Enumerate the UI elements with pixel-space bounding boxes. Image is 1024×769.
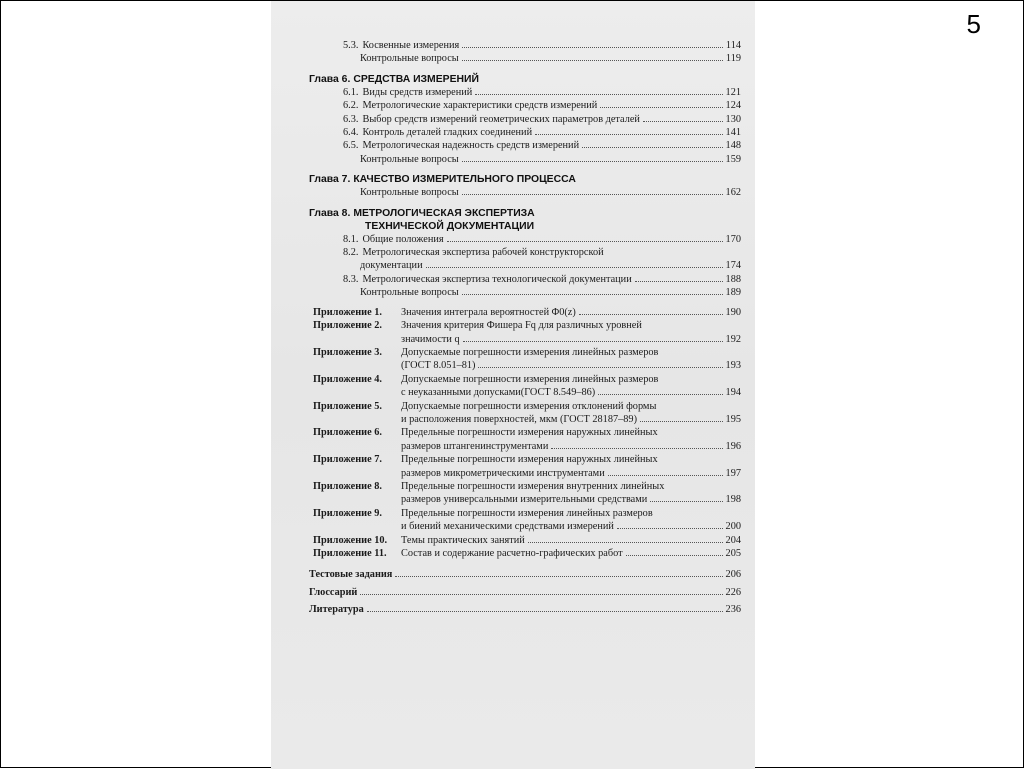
entry-page: 148 xyxy=(725,140,741,152)
appendix-title: Предельные погрешности измерения наружных линейных xyxy=(401,454,658,466)
appendix-entry xyxy=(313,507,741,534)
toc-entry xyxy=(309,186,741,199)
appendix-page: 196 xyxy=(725,440,741,452)
entry-title: Тестовые задания xyxy=(309,569,393,581)
entry-title: Контрольные вопросы xyxy=(360,187,459,199)
appendix-title: Предельные погрешности измерения наружных линейных xyxy=(401,427,658,439)
appendix-label: Приложение 8. xyxy=(313,480,382,492)
toc-entry xyxy=(309,86,741,99)
chapter-label: Глава 7. xyxy=(309,174,351,186)
dot-leader xyxy=(462,294,723,295)
dot-leader xyxy=(579,314,723,315)
appendix-title: Предельные погрешности измерения внутренних линейных xyxy=(401,480,665,492)
toc-entry xyxy=(309,126,741,139)
entry-title: Контроль деталей гладких соединений xyxy=(362,127,533,139)
entry-page: 226 xyxy=(725,586,741,598)
chapter-label: Глава 6. xyxy=(309,73,351,85)
dot-leader xyxy=(582,147,722,148)
appendix-entry xyxy=(313,480,741,507)
entry-page: 174 xyxy=(725,260,741,272)
appendix-page: 204 xyxy=(725,534,741,546)
toc-entry xyxy=(309,139,741,152)
appendix-title: Состав и содержание расчетно-графических работ xyxy=(401,548,623,559)
entry-page: 130 xyxy=(725,113,741,125)
dot-leader xyxy=(462,194,723,195)
entry-title-continued: документации xyxy=(360,260,423,272)
dot-leader xyxy=(426,267,723,268)
entry-page: 124 xyxy=(725,100,741,112)
dot-leader xyxy=(600,107,722,108)
toc-entry xyxy=(309,52,741,65)
appendix-page: 193 xyxy=(725,360,741,372)
entry-number: 6.2. xyxy=(343,100,359,112)
appendix-label: Приложение 11. xyxy=(313,548,387,559)
appendix-entry xyxy=(313,373,741,400)
toc-entry xyxy=(309,568,741,581)
dot-leader xyxy=(635,281,723,282)
dot-leader xyxy=(462,60,723,61)
dot-leader xyxy=(360,594,722,595)
toc-entry xyxy=(309,39,741,52)
chapter-label: Глава 8. xyxy=(309,207,351,219)
dot-leader xyxy=(626,555,723,556)
dot-leader xyxy=(395,576,722,577)
appendix-label: Приложение 3. xyxy=(313,346,382,358)
entry-title: Метрологическая надежность средств измерений xyxy=(362,140,580,152)
entry-title: Выбор средств измерений геометрических параметров деталей xyxy=(362,113,640,125)
appendix-title: Значения критерия Фишера Fq для различных уровней xyxy=(401,320,642,332)
appendix-entry xyxy=(313,319,741,346)
appendix-page: 197 xyxy=(725,467,741,479)
toc-entry xyxy=(309,246,741,273)
entry-number: 8.3. xyxy=(343,273,359,285)
chapter-heading xyxy=(309,173,741,186)
dot-leader xyxy=(643,121,723,122)
entry-number: 5.3. xyxy=(343,40,359,51)
entry-number: 6.5. xyxy=(343,140,359,152)
appendix-page: 190 xyxy=(725,306,741,318)
appendix-title: Допускаемые погрешности измерения линейных размеров xyxy=(401,346,659,358)
entry-title: Литература xyxy=(309,604,364,616)
entry-page: 119 xyxy=(725,53,741,65)
appendix-entry xyxy=(313,400,741,427)
appendix-page: 205 xyxy=(725,548,741,559)
appendix-entry xyxy=(313,346,741,373)
appendix-label: Приложение 2. xyxy=(313,320,382,332)
entry-title: Контрольные вопросы xyxy=(360,153,459,165)
dot-leader xyxy=(551,448,722,449)
entry-page: 188 xyxy=(725,273,741,285)
entry-number: 6.4. xyxy=(343,127,359,139)
appendix-title-continued: значимости q xyxy=(401,333,460,345)
entry-title: Косвенные измерения xyxy=(362,40,460,51)
toc-entry xyxy=(309,603,741,616)
toc-entry xyxy=(309,113,741,126)
appendix-title-continued: размеров универсальными измерительными средствами xyxy=(401,494,648,506)
chapter-title-continued: ТЕХНИЧЕСКОЙ ДОКУМЕНТАЦИИ xyxy=(365,220,535,232)
slide-number: 5 xyxy=(966,9,981,39)
appendix-title-continued: размеров штангенинструментами xyxy=(401,440,549,452)
appendix-label: Приложение 9. xyxy=(313,507,382,519)
appendix-title: Предельные погрешности измерения линейных размеров xyxy=(401,507,653,519)
entry-number: 6.1. xyxy=(343,86,359,98)
appendix-title-continued: с неуказанными допусками(ГОСТ 8.549–86) xyxy=(401,387,596,399)
appendix-entry xyxy=(313,426,741,453)
appendix-label: Приложение 4. xyxy=(313,373,382,385)
entry-title: Виды средств измерений xyxy=(362,86,473,98)
appendix-title: Допускаемые погрешности измерения линейных размеров xyxy=(401,373,659,385)
entry-title: Метрологическая экспертиза технологической документации xyxy=(362,273,632,285)
dot-leader xyxy=(462,47,723,48)
appendix-page: 200 xyxy=(725,521,741,533)
dot-leader xyxy=(608,475,723,476)
entry-page: 121 xyxy=(725,86,741,98)
appendix-title-continued: размеров микрометрическими инструментами xyxy=(401,467,605,479)
chapter-title: МЕТРОЛОГИЧЕСКАЯ ЭКСПЕРТИЗА xyxy=(353,207,535,219)
dot-leader xyxy=(535,134,722,135)
appendix-title-continued: и биений механическими средствами измерений xyxy=(401,521,614,533)
entry-title: Глоссарий xyxy=(309,586,358,598)
appendix-label: Приложение 7. xyxy=(313,454,382,466)
appendix-entry xyxy=(313,547,741,560)
table-of-contents xyxy=(309,39,741,617)
dot-leader xyxy=(475,94,722,95)
entry-title: Общие положения xyxy=(362,233,444,245)
chapter-title: КАЧЕСТВО ИЗМЕРИТЕЛЬНОГО ПРОЦЕССА xyxy=(353,174,576,186)
entry-title: Метрологические характеристики средств измерений xyxy=(362,100,598,112)
appendix-entry xyxy=(313,534,741,547)
dot-leader xyxy=(463,341,723,342)
entry-title: Контрольные вопросы xyxy=(360,53,459,65)
appendix-title-continued: и расположения поверхностей, мкм (ГОСТ 28187–89) xyxy=(401,413,637,425)
appendix-page: 195 xyxy=(725,413,741,425)
entry-page: 159 xyxy=(725,153,741,165)
entry-page: 170 xyxy=(725,233,741,245)
dot-leader xyxy=(650,501,722,502)
dot-leader xyxy=(447,241,723,242)
entry-page: 162 xyxy=(725,187,741,199)
toc-entry xyxy=(309,286,741,299)
appendix-label: Приложение 1. xyxy=(313,306,382,318)
entry-page: 206 xyxy=(725,569,741,581)
dot-leader xyxy=(640,421,723,422)
entry-title: Метрологическая экспертиза рабочей конструкторской xyxy=(362,247,604,259)
appendix-label: Приложение 5. xyxy=(313,400,382,412)
appendix-entry xyxy=(313,306,741,319)
dot-leader xyxy=(367,611,723,612)
toc-entry xyxy=(309,586,741,599)
chapter-heading xyxy=(309,73,741,86)
appendix-label: Приложение 10. xyxy=(313,534,388,546)
entry-number: 8.1. xyxy=(343,233,359,245)
dot-leader xyxy=(528,542,723,543)
appendix-title: Допускаемые погрешности измерения отклонений формы xyxy=(401,400,657,412)
appendix-entry xyxy=(313,453,741,480)
scanned-page xyxy=(271,1,755,769)
dot-leader xyxy=(478,367,722,368)
toc-entry xyxy=(309,153,741,166)
entry-page: 236 xyxy=(725,604,741,616)
appendix-page: 198 xyxy=(725,494,741,506)
entry-page: 141 xyxy=(725,127,741,139)
appendix-page: 194 xyxy=(725,387,741,399)
dot-leader xyxy=(617,528,723,529)
entry-number: 8.2. xyxy=(343,247,359,259)
entry-number: 6.3. xyxy=(343,113,359,125)
appendix-list xyxy=(309,306,741,561)
entry-page: 114 xyxy=(725,40,741,51)
appendix-title: Значения интеграла вероятностей Φ0(z) xyxy=(401,306,576,318)
entry-title: Контрольные вопросы xyxy=(360,287,459,299)
entry-page: 189 xyxy=(725,287,741,299)
chapter-heading xyxy=(309,207,741,233)
toc-entry xyxy=(309,233,741,246)
dot-leader xyxy=(598,394,722,395)
appendix-title: Темы практических занятий xyxy=(401,534,525,546)
dot-leader xyxy=(462,161,723,162)
appendix-page: 192 xyxy=(725,333,741,345)
chapter-title: СРЕДСТВА ИЗМЕРЕНИЙ xyxy=(353,73,479,85)
toc-entry xyxy=(309,99,741,112)
appendix-title-continued: (ГОСТ 8.051–81) xyxy=(401,360,476,372)
appendix-label: Приложение 6. xyxy=(313,427,382,439)
toc-entry xyxy=(309,273,741,286)
